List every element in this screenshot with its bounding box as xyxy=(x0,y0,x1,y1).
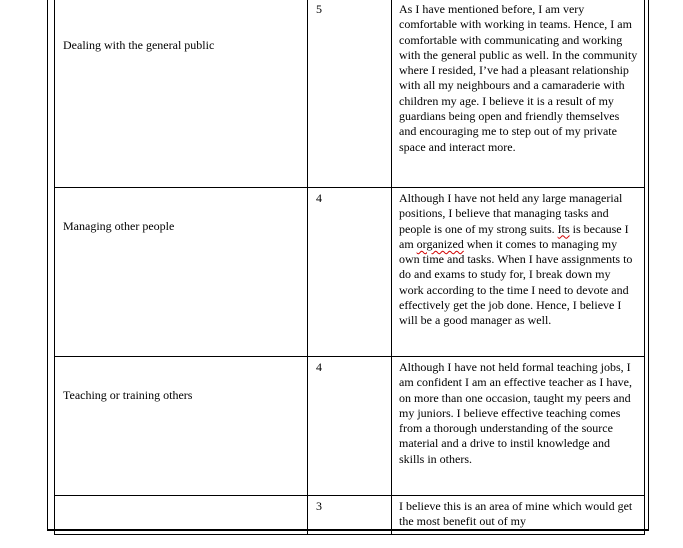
table-row xyxy=(55,357,645,496)
rating-cell[interactable] xyxy=(308,357,392,496)
spelling-flagged-word[interactable]: Its xyxy=(557,221,570,236)
skill-label: Managing other people xyxy=(63,219,175,233)
spelling-flagged-word[interactable]: organized xyxy=(416,236,464,251)
description-text: Although I have not held formal teaching jobs, I am confident I am an effective teacher as I have, on more than one occasion, taught my peers and my juniors. I believe effective teaching comes from a thorough understanding of the source material and a drive to instil knowledge and skills in others. xyxy=(399,360,632,466)
rating-value: 5 xyxy=(316,2,322,16)
page-border-right xyxy=(648,0,649,531)
description-cell[interactable] xyxy=(392,188,645,357)
table-row xyxy=(55,188,645,357)
description-text: I believe this is an area of mine which would get the most benefit out of my xyxy=(399,499,633,529)
skill-label: Teaching or training others xyxy=(63,388,193,402)
page-bottom-border xyxy=(47,529,649,531)
table-row xyxy=(55,0,645,188)
description-part: Although I have not held any large managerial positions, I believe that managing tasks and people is one of my strong suits. xyxy=(399,191,623,236)
description-cell[interactable] xyxy=(392,0,645,188)
page-border-left xyxy=(47,0,48,531)
description-part: when it comes to managing my own time and tasks. When I have assignments to do and exams to study for, I break down my work according to the time I need to devote and effectively get the job done. Hence, I believe I will be a good manager as well. xyxy=(399,236,633,328)
description-cell[interactable] xyxy=(392,357,645,496)
description-text xyxy=(392,188,644,333)
description-part: is because I am xyxy=(399,221,629,251)
skill-cell[interactable] xyxy=(55,357,308,496)
rating-cell[interactable] xyxy=(308,188,392,357)
skill-cell[interactable] xyxy=(55,188,308,357)
rating-value: 4 xyxy=(316,191,322,205)
skill-cell[interactable] xyxy=(55,0,308,188)
skills-table xyxy=(54,0,645,535)
rating-value: 3 xyxy=(316,499,322,513)
rating-cell[interactable] xyxy=(308,0,392,188)
skill-label: Dealing with the general public xyxy=(63,38,215,52)
description-text: As I have mentioned before, I am very comfortable with working in teams. Hence, I am comfortable with communicating and working with the general public as well. In the community where I resided, I’ve had a pleasant relationship with all my neighbours and a camaraderie with children my age. I believe it is a result of my guardians being open and friendly themselves and encouraging me to step out of my private space and interact more. xyxy=(399,2,638,154)
rating-value: 4 xyxy=(316,360,322,374)
